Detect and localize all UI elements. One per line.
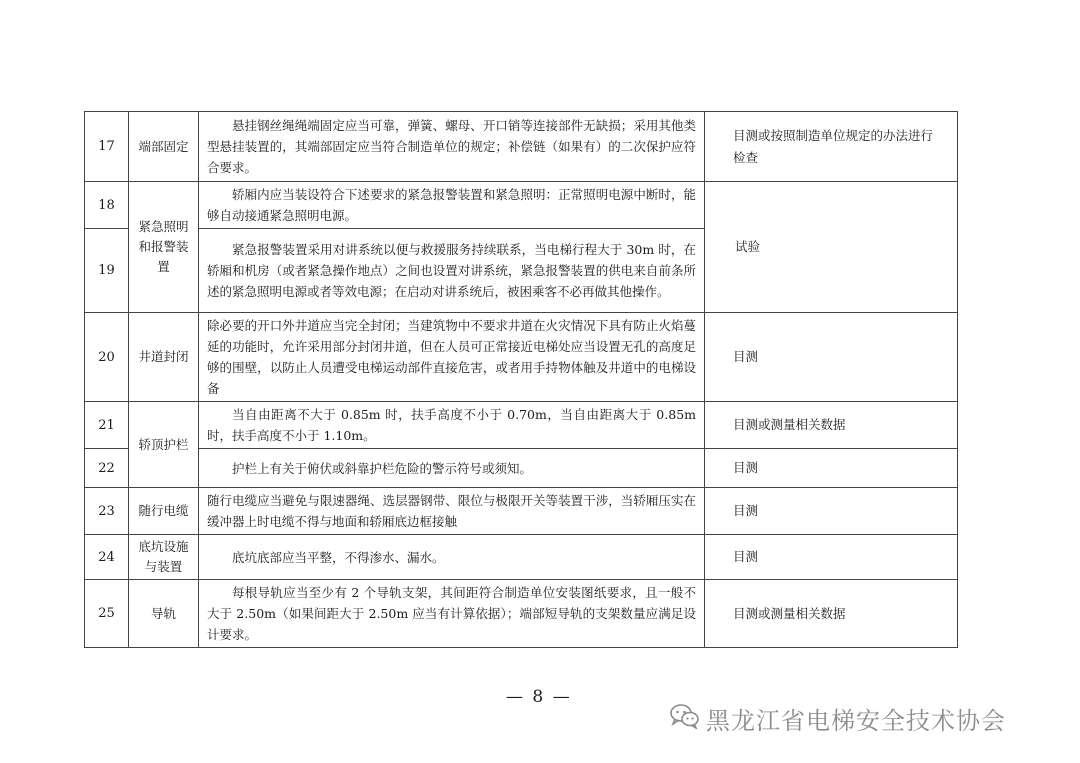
inspection-table: [84, 111, 958, 648]
requirement-paragraph: 每根导轨应当至少有 2 个导轨支架，其间距符合制造单位安装图纸要求，且一般不大于 2.50m（如果间距大于 2.50m 应当有计算依据）；端部短导轨的支架数量应满足设计要求。: [207, 585, 696, 642]
watermark: [670, 701, 1006, 736]
table-row: [85, 449, 958, 488]
requirement-text: [199, 449, 705, 488]
inspection-method: 目测或测量相关数据: [705, 580, 958, 648]
requirement-paragraph: 底坑底部应当平整，不得渗水、漏水。: [232, 549, 445, 565]
wechat-icon: [670, 703, 700, 735]
requirement-text: [199, 580, 705, 648]
table-row: [85, 580, 958, 648]
requirement-paragraph: 除必要的开口外井道应当完全封闭；当建筑物中不要求井道在火灾情况下具有防止火焰蔓延的功能时，允许采用部分封闭井道，但在人员可正常接近电梯处应当设置无孔的高度足够的围壁，以防止人员遭受电梯运动部件直接危害，或者用手持物体触及井道中的电梯设备: [207, 318, 696, 396]
table-row: [85, 182, 958, 229]
requirement-text: [199, 535, 705, 580]
table-row: [85, 402, 958, 449]
table-row: [85, 313, 958, 402]
requirement-paragraph: 悬挂钢丝绳绳端固定应当可靠，弹簧、螺母、开口销等连接部件无缺损；采用其他类型悬挂装置的，其端部固定应当符合制造单位的规定；补偿链（如果有）的二次保护应符合要求。: [207, 118, 696, 175]
requirement-paragraph: 护栏上有关于俯伏或斜靠护栏危险的警示符号或须知。: [232, 460, 533, 476]
table-row: [85, 535, 958, 580]
requirement-paragraph: 当自由距离不大于 0.85m 时，扶手高度不小于 0.70m，当自由距离大于 0.85m 时，扶手高度不小于 1.10m。: [207, 407, 696, 443]
table-row: [85, 112, 958, 182]
row-number: 24: [85, 535, 129, 580]
inspection-method: 目测: [705, 313, 958, 402]
watermark-text: 黑龙江省电梯安全技术协会: [706, 707, 1006, 735]
row-number: 22: [85, 449, 129, 488]
row-number: 20: [85, 313, 129, 402]
inspection-method: 目测或测量相关数据: [705, 402, 958, 449]
inspection-method: 目测: [705, 535, 958, 580]
item-name: 导轨: [129, 580, 199, 648]
requirement-paragraph: 随行电缆应当避免与限速器绳、选层器钢带、限位与极限开关等装置干涉，当轿厢压实在缓冲器上时电缆不得与地面和轿厢底边框接触: [207, 493, 696, 529]
requirement-text: [199, 402, 705, 449]
item-name: 轿顶护栏: [129, 402, 199, 488]
row-number: 18: [85, 182, 129, 229]
row-number: 23: [85, 488, 129, 535]
inspection-method: 试验: [705, 182, 958, 313]
requirement-text: [199, 313, 705, 402]
requirement-text: [199, 182, 705, 229]
table-row: [85, 488, 958, 535]
item-name: 井道封闭: [129, 313, 199, 402]
item-name: 端部固定: [129, 112, 199, 182]
item-name: 紧急照明和报警装置: [129, 182, 199, 313]
row-number: 17: [85, 112, 129, 182]
requirement-text: [199, 488, 705, 535]
row-number: 25: [85, 580, 129, 648]
requirement-paragraph: 紧急报警装置采用对讲系统以便与救援服务持续联系，当电梯行程大于 30m 时，在轿厢和机房（或者紧急操作地点）之间也设置对讲系统，紧急报警装置的供电来自前条所述的紧急照明电源或者等效电源；在启动对讲系统后，被困乘客不必再做其他操作。: [207, 242, 696, 299]
row-number: 19: [85, 229, 129, 313]
requirement-text: [199, 112, 705, 182]
inspection-method: 目测或按照制造单位规定的办法进行检查: [705, 112, 958, 182]
requirement-text: [199, 229, 705, 313]
requirement-paragraph: 轿厢内应当装设符合下述要求的紧急报警装置和紧急照明：正常照明电源中断时，能够自动接通紧急照明电源。: [207, 187, 696, 223]
page-number: — 8 —: [506, 687, 572, 707]
row-number: 21: [85, 402, 129, 449]
inspection-method: 目测: [705, 488, 958, 535]
item-name: 底坑设施与装置: [129, 535, 199, 580]
item-name: 随行电缆: [129, 488, 199, 535]
inspection-method: 目测: [705, 449, 958, 488]
